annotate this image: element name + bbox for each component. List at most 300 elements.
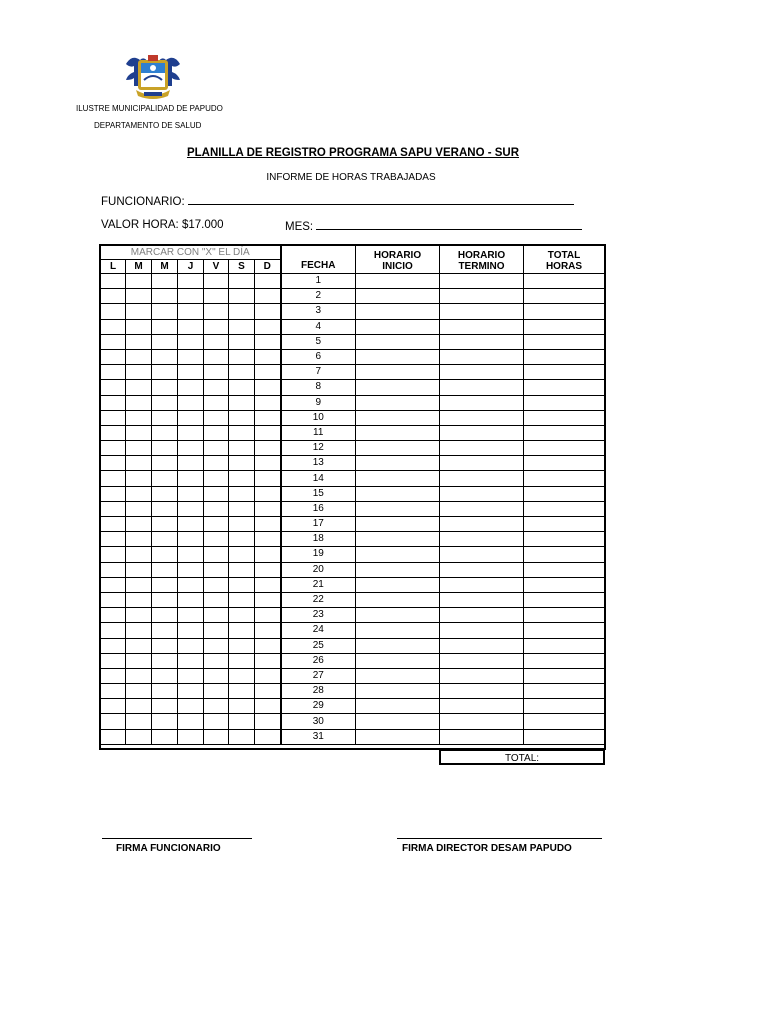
day-mark-cell[interactable]	[255, 653, 281, 668]
day-mark-cell[interactable]	[101, 517, 126, 532]
day-mark-cell[interactable]	[229, 608, 255, 623]
day-mark-cell[interactable]	[204, 349, 229, 364]
horario-termino-cell[interactable]	[440, 592, 524, 607]
day-mark-cell[interactable]	[178, 304, 204, 319]
day-mark-cell[interactable]	[204, 668, 229, 683]
horario-termino-cell[interactable]	[440, 517, 524, 532]
day-mark-cell[interactable]	[255, 592, 281, 607]
day-mark-cell[interactable]	[178, 334, 204, 349]
day-mark-cell[interactable]	[204, 425, 229, 440]
day-mark-cell[interactable]	[229, 699, 255, 714]
horario-termino-cell[interactable]	[440, 714, 524, 729]
day-mark-cell[interactable]	[255, 334, 281, 349]
day-mark-cell[interactable]	[204, 319, 229, 334]
day-mark-cell[interactable]	[101, 334, 126, 349]
day-mark-cell[interactable]	[126, 441, 152, 456]
total-horas-cell[interactable]	[524, 456, 605, 471]
day-mark-cell[interactable]	[152, 486, 178, 501]
day-mark-cell[interactable]	[178, 349, 204, 364]
day-mark-cell[interactable]	[255, 699, 281, 714]
total-horas-cell[interactable]	[524, 319, 605, 334]
day-mark-cell[interactable]	[204, 562, 229, 577]
day-mark-cell[interactable]	[178, 562, 204, 577]
day-mark-cell[interactable]	[255, 638, 281, 653]
total-horas-cell[interactable]	[524, 486, 605, 501]
horario-termino-cell[interactable]	[440, 486, 524, 501]
horario-inicio-cell[interactable]	[356, 608, 440, 623]
day-mark-cell[interactable]	[126, 456, 152, 471]
day-mark-cell[interactable]	[229, 471, 255, 486]
horario-inicio-cell[interactable]	[356, 638, 440, 653]
day-mark-cell[interactable]	[152, 653, 178, 668]
horario-termino-cell[interactable]	[440, 729, 524, 744]
horario-termino-cell[interactable]	[440, 562, 524, 577]
total-horas-cell[interactable]	[524, 334, 605, 349]
total-horas-cell[interactable]	[524, 471, 605, 486]
day-mark-cell[interactable]	[229, 410, 255, 425]
day-mark-cell[interactable]	[255, 304, 281, 319]
day-mark-cell[interactable]	[101, 425, 126, 440]
horario-termino-cell[interactable]	[440, 274, 524, 289]
day-mark-cell[interactable]	[255, 729, 281, 744]
horario-inicio-cell[interactable]	[356, 684, 440, 699]
day-mark-cell[interactable]	[152, 349, 178, 364]
day-mark-cell[interactable]	[204, 532, 229, 547]
day-mark-cell[interactable]	[152, 608, 178, 623]
horario-inicio-cell[interactable]	[356, 532, 440, 547]
total-horas-cell[interactable]	[524, 729, 605, 744]
horario-termino-cell[interactable]	[440, 577, 524, 592]
day-mark-cell[interactable]	[229, 319, 255, 334]
day-mark-cell[interactable]	[126, 668, 152, 683]
day-mark-cell[interactable]	[204, 608, 229, 623]
day-mark-cell[interactable]	[229, 486, 255, 501]
horario-termino-cell[interactable]	[440, 425, 524, 440]
day-mark-cell[interactable]	[255, 547, 281, 562]
day-mark-cell[interactable]	[126, 319, 152, 334]
day-mark-cell[interactable]	[255, 562, 281, 577]
day-mark-cell[interactable]	[255, 623, 281, 638]
total-horas-cell[interactable]	[524, 699, 605, 714]
horario-termino-cell[interactable]	[440, 334, 524, 349]
horario-termino-cell[interactable]	[440, 365, 524, 380]
day-mark-cell[interactable]	[152, 425, 178, 440]
day-mark-cell[interactable]	[229, 289, 255, 304]
day-mark-cell[interactable]	[101, 319, 126, 334]
day-mark-cell[interactable]	[126, 517, 152, 532]
day-mark-cell[interactable]	[255, 486, 281, 501]
day-mark-cell[interactable]	[152, 684, 178, 699]
horario-inicio-cell[interactable]	[356, 410, 440, 425]
day-mark-cell[interactable]	[204, 395, 229, 410]
day-mark-cell[interactable]	[229, 395, 255, 410]
day-mark-cell[interactable]	[152, 623, 178, 638]
day-mark-cell[interactable]	[204, 653, 229, 668]
day-mark-cell[interactable]	[178, 410, 204, 425]
horario-termino-cell[interactable]	[440, 395, 524, 410]
day-mark-cell[interactable]	[101, 653, 126, 668]
day-mark-cell[interactable]	[152, 410, 178, 425]
horario-termino-cell[interactable]	[440, 608, 524, 623]
day-mark-cell[interactable]	[178, 471, 204, 486]
day-mark-cell[interactable]	[101, 395, 126, 410]
day-mark-cell[interactable]	[178, 425, 204, 440]
horario-termino-cell[interactable]	[440, 471, 524, 486]
day-mark-cell[interactable]	[178, 486, 204, 501]
horario-inicio-cell[interactable]	[356, 425, 440, 440]
day-mark-cell[interactable]	[178, 274, 204, 289]
day-mark-cell[interactable]	[101, 668, 126, 683]
day-mark-cell[interactable]	[255, 517, 281, 532]
day-mark-cell[interactable]	[204, 380, 229, 395]
day-mark-cell[interactable]	[101, 562, 126, 577]
day-mark-cell[interactable]	[101, 380, 126, 395]
day-mark-cell[interactable]	[126, 289, 152, 304]
total-horas-cell[interactable]	[524, 410, 605, 425]
horario-termino-cell[interactable]	[440, 289, 524, 304]
day-mark-cell[interactable]	[126, 395, 152, 410]
day-mark-cell[interactable]	[152, 471, 178, 486]
horario-termino-cell[interactable]	[440, 456, 524, 471]
day-mark-cell[interactable]	[152, 501, 178, 516]
day-mark-cell[interactable]	[178, 699, 204, 714]
horario-inicio-cell[interactable]	[356, 349, 440, 364]
day-mark-cell[interactable]	[204, 577, 229, 592]
day-mark-cell[interactable]	[204, 334, 229, 349]
day-mark-cell[interactable]	[229, 577, 255, 592]
day-mark-cell[interactable]	[229, 653, 255, 668]
day-mark-cell[interactable]	[178, 532, 204, 547]
day-mark-cell[interactable]	[101, 623, 126, 638]
day-mark-cell[interactable]	[255, 471, 281, 486]
day-mark-cell[interactable]	[126, 486, 152, 501]
day-mark-cell[interactable]	[126, 592, 152, 607]
horario-inicio-cell[interactable]	[356, 699, 440, 714]
horario-termino-cell[interactable]	[440, 684, 524, 699]
day-mark-cell[interactable]	[101, 714, 126, 729]
day-mark-cell[interactable]	[101, 592, 126, 607]
day-mark-cell[interactable]	[101, 274, 126, 289]
day-mark-cell[interactable]	[101, 577, 126, 592]
day-mark-cell[interactable]	[204, 501, 229, 516]
total-horas-cell[interactable]	[524, 592, 605, 607]
day-mark-cell[interactable]	[126, 365, 152, 380]
horario-inicio-cell[interactable]	[356, 380, 440, 395]
horario-inicio-cell[interactable]	[356, 653, 440, 668]
day-mark-cell[interactable]	[255, 365, 281, 380]
day-mark-cell[interactable]	[229, 425, 255, 440]
day-mark-cell[interactable]	[101, 456, 126, 471]
day-mark-cell[interactable]	[255, 441, 281, 456]
total-horas-cell[interactable]	[524, 714, 605, 729]
total-horas-cell[interactable]	[524, 532, 605, 547]
day-mark-cell[interactable]	[178, 319, 204, 334]
total-horas-cell[interactable]	[524, 349, 605, 364]
day-mark-cell[interactable]	[101, 441, 126, 456]
day-mark-cell[interactable]	[126, 577, 152, 592]
day-mark-cell[interactable]	[126, 410, 152, 425]
day-mark-cell[interactable]	[204, 289, 229, 304]
day-mark-cell[interactable]	[152, 289, 178, 304]
day-mark-cell[interactable]	[255, 349, 281, 364]
day-mark-cell[interactable]	[152, 319, 178, 334]
funcionario-signature-line[interactable]	[102, 838, 252, 839]
day-mark-cell[interactable]	[204, 410, 229, 425]
day-mark-cell[interactable]	[229, 380, 255, 395]
day-mark-cell[interactable]	[101, 547, 126, 562]
day-mark-cell[interactable]	[178, 365, 204, 380]
day-mark-cell[interactable]	[229, 365, 255, 380]
day-mark-cell[interactable]	[204, 304, 229, 319]
day-mark-cell[interactable]	[178, 684, 204, 699]
day-mark-cell[interactable]	[255, 668, 281, 683]
total-horas-cell[interactable]	[524, 501, 605, 516]
total-horas-cell[interactable]	[524, 562, 605, 577]
day-mark-cell[interactable]	[152, 456, 178, 471]
horario-termino-cell[interactable]	[440, 653, 524, 668]
total-horas-cell[interactable]	[524, 365, 605, 380]
day-mark-cell[interactable]	[255, 274, 281, 289]
day-mark-cell[interactable]	[101, 729, 126, 744]
day-mark-cell[interactable]	[101, 638, 126, 653]
day-mark-cell[interactable]	[126, 547, 152, 562]
day-mark-cell[interactable]	[152, 714, 178, 729]
day-mark-cell[interactable]	[126, 334, 152, 349]
day-mark-cell[interactable]	[178, 501, 204, 516]
day-mark-cell[interactable]	[126, 274, 152, 289]
day-mark-cell[interactable]	[204, 547, 229, 562]
day-mark-cell[interactable]	[101, 684, 126, 699]
horario-inicio-cell[interactable]	[356, 517, 440, 532]
day-mark-cell[interactable]	[204, 365, 229, 380]
day-mark-cell[interactable]	[101, 365, 126, 380]
horario-termino-cell[interactable]	[440, 380, 524, 395]
horario-termino-cell[interactable]	[440, 501, 524, 516]
day-mark-cell[interactable]	[255, 456, 281, 471]
total-horas-cell[interactable]	[524, 274, 605, 289]
day-mark-cell[interactable]	[178, 289, 204, 304]
horario-inicio-cell[interactable]	[356, 577, 440, 592]
day-mark-cell[interactable]	[101, 608, 126, 623]
day-mark-cell[interactable]	[229, 334, 255, 349]
day-mark-cell[interactable]	[255, 714, 281, 729]
day-mark-cell[interactable]	[255, 395, 281, 410]
day-mark-cell[interactable]	[152, 380, 178, 395]
day-mark-cell[interactable]	[152, 304, 178, 319]
horario-inicio-cell[interactable]	[356, 668, 440, 683]
horario-termino-cell[interactable]	[440, 623, 524, 638]
day-mark-cell[interactable]	[178, 577, 204, 592]
horario-termino-cell[interactable]	[440, 410, 524, 425]
day-mark-cell[interactable]	[126, 638, 152, 653]
total-horas-cell[interactable]	[524, 289, 605, 304]
day-mark-cell[interactable]	[229, 729, 255, 744]
day-mark-cell[interactable]	[229, 638, 255, 653]
day-mark-cell[interactable]	[126, 349, 152, 364]
day-mark-cell[interactable]	[178, 517, 204, 532]
horario-inicio-cell[interactable]	[356, 486, 440, 501]
mes-fill-line[interactable]	[316, 219, 582, 230]
day-mark-cell[interactable]	[126, 714, 152, 729]
day-mark-cell[interactable]	[204, 456, 229, 471]
day-mark-cell[interactable]	[229, 517, 255, 532]
day-mark-cell[interactable]	[152, 334, 178, 349]
day-mark-cell[interactable]	[126, 425, 152, 440]
day-mark-cell[interactable]	[204, 729, 229, 744]
day-mark-cell[interactable]	[101, 304, 126, 319]
day-mark-cell[interactable]	[229, 562, 255, 577]
total-horas-cell[interactable]	[524, 668, 605, 683]
horario-inicio-cell[interactable]	[356, 714, 440, 729]
day-mark-cell[interactable]	[101, 699, 126, 714]
total-horas-cell[interactable]	[524, 638, 605, 653]
day-mark-cell[interactable]	[204, 471, 229, 486]
day-mark-cell[interactable]	[152, 517, 178, 532]
horario-inicio-cell[interactable]	[356, 289, 440, 304]
day-mark-cell[interactable]	[152, 562, 178, 577]
day-mark-cell[interactable]	[152, 395, 178, 410]
day-mark-cell[interactable]	[255, 410, 281, 425]
total-horas-cell[interactable]	[524, 577, 605, 592]
day-mark-cell[interactable]	[229, 592, 255, 607]
total-horas-cell[interactable]	[524, 517, 605, 532]
day-mark-cell[interactable]	[255, 289, 281, 304]
day-mark-cell[interactable]	[178, 441, 204, 456]
day-mark-cell[interactable]	[126, 653, 152, 668]
total-horas-cell[interactable]	[524, 304, 605, 319]
horario-inicio-cell[interactable]	[356, 441, 440, 456]
day-mark-cell[interactable]	[255, 319, 281, 334]
horario-inicio-cell[interactable]	[356, 562, 440, 577]
day-mark-cell[interactable]	[178, 623, 204, 638]
day-mark-cell[interactable]	[255, 577, 281, 592]
total-horas-cell[interactable]	[524, 653, 605, 668]
funcionario-fill-line[interactable]	[188, 194, 574, 205]
day-mark-cell[interactable]	[126, 304, 152, 319]
day-mark-cell[interactable]	[229, 532, 255, 547]
total-horas-cell[interactable]	[524, 623, 605, 638]
day-mark-cell[interactable]	[229, 714, 255, 729]
total-horas-cell[interactable]	[524, 547, 605, 562]
horario-inicio-cell[interactable]	[356, 471, 440, 486]
horario-termino-cell[interactable]	[440, 441, 524, 456]
horario-termino-cell[interactable]	[440, 638, 524, 653]
day-mark-cell[interactable]	[204, 517, 229, 532]
day-mark-cell[interactable]	[126, 623, 152, 638]
day-mark-cell[interactable]	[178, 668, 204, 683]
day-mark-cell[interactable]	[101, 289, 126, 304]
day-mark-cell[interactable]	[152, 441, 178, 456]
day-mark-cell[interactable]	[152, 729, 178, 744]
day-mark-cell[interactable]	[204, 699, 229, 714]
total-horas-cell[interactable]	[524, 425, 605, 440]
horario-inicio-cell[interactable]	[356, 729, 440, 744]
day-mark-cell[interactable]	[152, 638, 178, 653]
horario-termino-cell[interactable]	[440, 319, 524, 334]
horario-inicio-cell[interactable]	[356, 456, 440, 471]
day-mark-cell[interactable]	[204, 684, 229, 699]
day-mark-cell[interactable]	[101, 501, 126, 516]
day-mark-cell[interactable]	[152, 547, 178, 562]
horario-inicio-cell[interactable]	[356, 501, 440, 516]
day-mark-cell[interactable]	[204, 486, 229, 501]
total-horas-cell[interactable]	[524, 441, 605, 456]
day-mark-cell[interactable]	[204, 714, 229, 729]
horario-inicio-cell[interactable]	[356, 592, 440, 607]
day-mark-cell[interactable]	[229, 441, 255, 456]
day-mark-cell[interactable]	[229, 456, 255, 471]
horario-termino-cell[interactable]	[440, 699, 524, 714]
day-mark-cell[interactable]	[101, 471, 126, 486]
day-mark-cell[interactable]	[101, 486, 126, 501]
day-mark-cell[interactable]	[101, 410, 126, 425]
day-mark-cell[interactable]	[204, 441, 229, 456]
day-mark-cell[interactable]	[126, 684, 152, 699]
day-mark-cell[interactable]	[178, 395, 204, 410]
day-mark-cell[interactable]	[178, 380, 204, 395]
day-mark-cell[interactable]	[229, 668, 255, 683]
day-mark-cell[interactable]	[126, 729, 152, 744]
day-mark-cell[interactable]	[126, 562, 152, 577]
day-mark-cell[interactable]	[178, 714, 204, 729]
day-mark-cell[interactable]	[178, 592, 204, 607]
day-mark-cell[interactable]	[152, 577, 178, 592]
total-horas-cell[interactable]	[524, 395, 605, 410]
day-mark-cell[interactable]	[229, 304, 255, 319]
director-signature-line[interactable]	[397, 838, 602, 839]
day-mark-cell[interactable]	[152, 532, 178, 547]
horario-termino-cell[interactable]	[440, 532, 524, 547]
total-horas-cell[interactable]	[524, 684, 605, 699]
horario-termino-cell[interactable]	[440, 668, 524, 683]
horario-inicio-cell[interactable]	[356, 395, 440, 410]
day-mark-cell[interactable]	[178, 547, 204, 562]
day-mark-cell[interactable]	[178, 729, 204, 744]
day-mark-cell[interactable]	[126, 608, 152, 623]
day-mark-cell[interactable]	[178, 456, 204, 471]
day-mark-cell[interactable]	[255, 380, 281, 395]
day-mark-cell[interactable]	[255, 608, 281, 623]
total-horas-cell[interactable]	[524, 380, 605, 395]
total-horas-cell[interactable]	[524, 608, 605, 623]
day-mark-cell[interactable]	[229, 623, 255, 638]
day-mark-cell[interactable]	[126, 532, 152, 547]
day-mark-cell[interactable]	[255, 501, 281, 516]
day-mark-cell[interactable]	[229, 349, 255, 364]
day-mark-cell[interactable]	[229, 684, 255, 699]
day-mark-cell[interactable]	[152, 699, 178, 714]
horario-inicio-cell[interactable]	[356, 547, 440, 562]
day-mark-cell[interactable]	[178, 608, 204, 623]
day-mark-cell[interactable]	[152, 592, 178, 607]
day-mark-cell[interactable]	[101, 532, 126, 547]
horario-inicio-cell[interactable]	[356, 319, 440, 334]
day-mark-cell[interactable]	[255, 532, 281, 547]
day-mark-cell[interactable]	[204, 638, 229, 653]
day-mark-cell[interactable]	[152, 668, 178, 683]
horario-inicio-cell[interactable]	[356, 334, 440, 349]
day-mark-cell[interactable]	[126, 501, 152, 516]
day-mark-cell[interactable]	[152, 365, 178, 380]
day-mark-cell[interactable]	[101, 349, 126, 364]
day-mark-cell[interactable]	[178, 653, 204, 668]
day-mark-cell[interactable]	[229, 501, 255, 516]
day-mark-cell[interactable]	[204, 274, 229, 289]
day-mark-cell[interactable]	[229, 274, 255, 289]
horario-inicio-cell[interactable]	[356, 274, 440, 289]
day-mark-cell[interactable]	[152, 274, 178, 289]
horario-inicio-cell[interactable]	[356, 365, 440, 380]
